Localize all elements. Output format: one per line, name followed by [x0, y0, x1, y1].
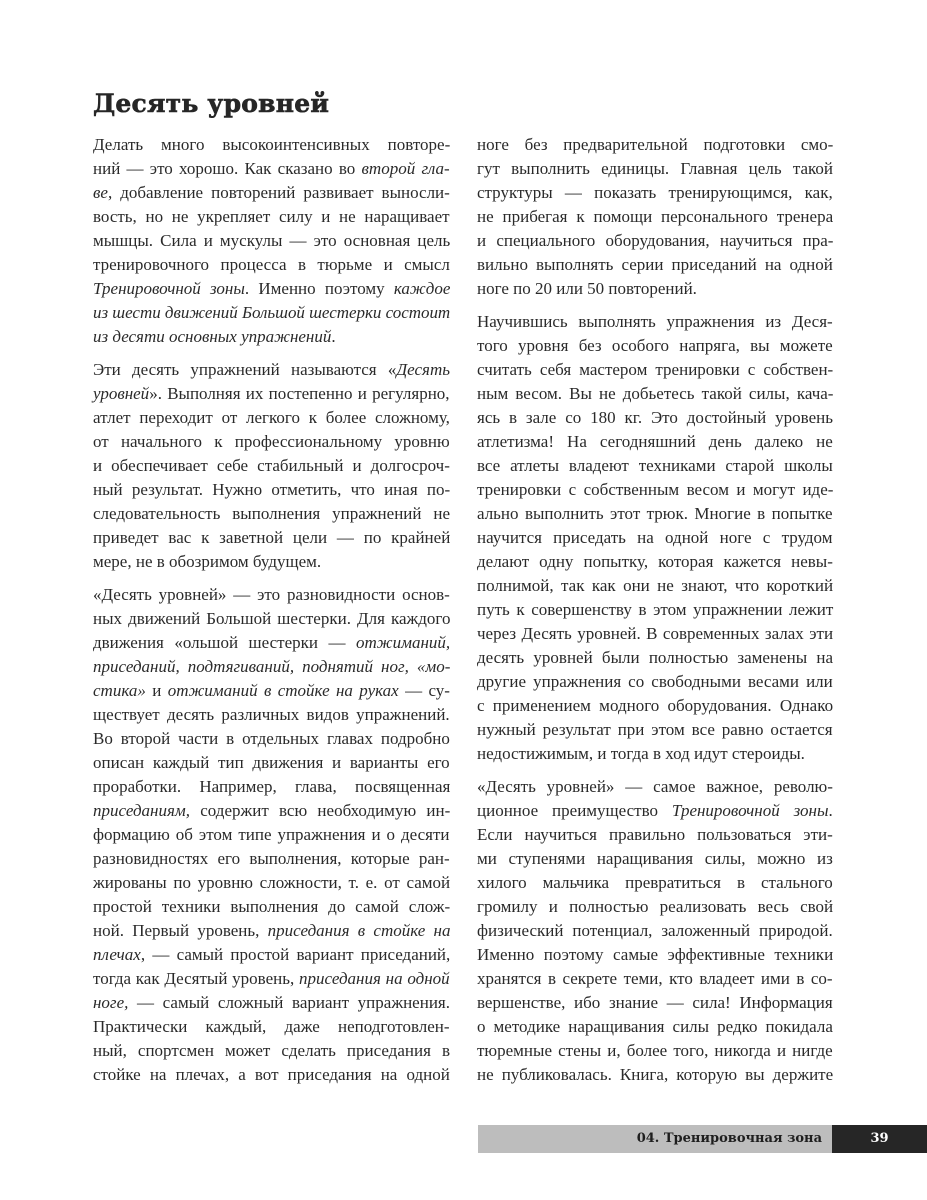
italic-text: второй гла- — [361, 159, 450, 178]
text: «Десять уровней» — это разновидности основ- — [93, 585, 450, 604]
italic-text: Десять — [396, 360, 450, 379]
italic-text: плечах — [93, 945, 141, 964]
text: научится приседать на одной ноге с трудом — [477, 528, 833, 547]
text-line — [477, 205, 833, 229]
text-line — [93, 799, 450, 823]
italic-text: ноге, — [93, 993, 129, 1012]
italic-text: отжиманий в стойке на руках — [167, 681, 399, 700]
text-line — [93, 943, 450, 967]
text: через Десять уровней. В современных залах эти — [477, 624, 834, 643]
text-line — [477, 1015, 833, 1039]
italic-text: отжиманий, — [356, 633, 451, 652]
text: и — [145, 681, 168, 700]
paragraph — [477, 310, 833, 766]
text-line — [93, 751, 450, 775]
text: и специального оборудования, научиться пра- — [477, 231, 834, 250]
text-line — [93, 991, 450, 1015]
text: с применением модного оборудования. Однако — [477, 696, 834, 715]
text-line — [477, 181, 833, 205]
text-line — [93, 1039, 450, 1063]
text: . Именно поэтому — [244, 279, 394, 298]
text: ционное преимущество — [477, 801, 672, 820]
text: ально выполнить этот трюк. Многие в попытке — [477, 504, 833, 523]
text-line — [93, 919, 450, 943]
text-line — [477, 310, 833, 334]
text: не публиковалась. Книга, которую вы держите — [477, 1065, 834, 1084]
text-line — [93, 679, 450, 703]
italic-text: Тренировочной зоны — [671, 801, 829, 820]
text-line — [93, 526, 450, 550]
text: Научившись выполнять упражнения из Деся- — [477, 312, 833, 331]
text-line — [477, 799, 833, 823]
text: Во второй части в отдельных главах подробно — [93, 729, 450, 748]
text-line — [93, 277, 450, 301]
text-line — [477, 775, 833, 799]
text-line — [477, 430, 833, 454]
text: содержит всю необходимую ин- — [189, 801, 451, 820]
right-column — [477, 133, 833, 1096]
text: ний — это хорошо. Как сказано во — [93, 159, 362, 178]
text: , — самый простой вариант приседаний, — [140, 945, 451, 964]
italic-text: каждое — [393, 279, 451, 298]
left-column — [93, 133, 450, 1096]
text: простой техники выполнения до самой слож- — [93, 897, 451, 916]
text-line — [477, 358, 833, 382]
text: . — [828, 801, 833, 820]
text-line — [93, 775, 450, 799]
text-line — [93, 157, 450, 181]
text-line — [93, 727, 450, 751]
text-line — [477, 454, 833, 478]
text: — су- — [398, 681, 450, 700]
page-number: 39 — [832, 1125, 927, 1153]
text-line — [93, 631, 450, 655]
text: физический потенциал, заложенный природой. — [477, 921, 833, 940]
text-line — [477, 334, 833, 358]
text: другие упражнения со свободными весами или — [477, 672, 833, 691]
text: ной. Первый уровень, — [93, 921, 268, 940]
paragraph — [477, 775, 833, 1087]
text: вершенстве, ибо знание — сила! Информация — [477, 993, 833, 1012]
text: описан каждый тип движения и варианты его — [93, 753, 450, 772]
text: следовательность выполнения упражнений не — [93, 504, 451, 523]
paragraph — [93, 583, 450, 1087]
text: структуры — показать тренирующимся, как, — [477, 183, 833, 202]
text: . — [331, 327, 336, 346]
text: жированы по уровню сложности, т. е. от самой — [93, 873, 451, 892]
text-line — [93, 607, 450, 631]
text-line — [477, 502, 833, 526]
text-line — [93, 871, 450, 895]
text: путь к совершенству в этом упражнении лежит — [477, 600, 834, 619]
text-line — [93, 301, 450, 325]
text: тюремные стены и, более того, никогда и нигде — [477, 1041, 833, 1060]
text: хилого мальчика превратиться в стального — [477, 873, 833, 892]
text-line — [477, 871, 833, 895]
text: хранятся в секрете теми, кто владеет ими в со- — [477, 969, 833, 988]
text: атлетизма! На сегодняшний день далеко не — [477, 432, 833, 451]
text-line — [93, 358, 450, 382]
italic-text: из шести движений Большой шестерки состоит — [93, 303, 451, 322]
text: атлет переходит от легкого к более сложному, — [93, 408, 450, 427]
text-line — [93, 655, 450, 679]
text-line — [93, 205, 450, 229]
text-line — [477, 550, 833, 574]
text: ясь в зале со 180 кг. Это достойный уровень — [477, 408, 833, 427]
text: вильно выполнять серии приседаний на одной — [477, 255, 833, 274]
text: — самый сложный вариант упражнения. — [128, 993, 450, 1012]
text: делают одну попытку, которая кажется невы- — [477, 552, 833, 571]
text: вость, но не укрепляет силу и не наращивает — [93, 207, 450, 226]
text-line — [477, 478, 833, 502]
text-line — [477, 157, 833, 181]
text: мышцы. Сила и мускулы — это основная цель — [93, 231, 451, 250]
text-line — [477, 1039, 833, 1063]
text-line — [93, 703, 450, 727]
italic-text: стика» — [93, 681, 146, 700]
text: не прибегая к помощи персонального тренера — [477, 207, 834, 226]
text: десять уровней были полностью заменены на — [477, 648, 834, 667]
text: Эти десять упражнений называются « — [93, 360, 397, 379]
text: Если научиться правильно пользоваться эти- — [477, 825, 833, 844]
text-line — [93, 583, 450, 607]
text-line — [477, 526, 833, 550]
italic-text: из десяти основных упражнений — [93, 327, 332, 346]
text-line — [93, 895, 450, 919]
text-line — [93, 325, 450, 349]
italic-text: уровней — [93, 384, 150, 403]
text: Практически каждый, даже неподготовлен- — [93, 1017, 450, 1036]
running-footer-bar — [478, 1125, 832, 1153]
text-line — [93, 550, 450, 574]
text: ным весом. Вы не добьетесь такой силы, кача- — [477, 384, 834, 403]
text: недостижимым, и тогда в ход идут стероиды. — [477, 744, 805, 763]
text: того уровня без особого напряга, вы можете — [477, 336, 833, 355]
text-line — [477, 1063, 833, 1087]
text-line — [93, 823, 450, 847]
text: тогда как Десятый уровень, — [93, 969, 299, 988]
text-line — [93, 454, 450, 478]
text: тренировки с собственным весом и могут иде- — [477, 480, 834, 499]
text: «Десять уровней» — самое важное, револю- — [477, 777, 833, 796]
text: ноге без предварительной подготовки смо- — [477, 135, 834, 154]
text-line — [93, 253, 450, 277]
text-line — [93, 382, 450, 406]
italic-text: приседаниям, — [93, 801, 190, 820]
text-line — [93, 502, 450, 526]
text-line — [477, 991, 833, 1015]
text-line — [93, 847, 450, 871]
text: Делать много высокоинтенсивных повторе- — [93, 135, 451, 154]
text: громилу и полностью реализовать весь свой — [477, 897, 834, 916]
text-line — [477, 670, 833, 694]
text-line — [93, 229, 450, 253]
text-line — [477, 277, 833, 301]
text-line — [477, 574, 833, 598]
text-line — [477, 253, 833, 277]
italic-text: Тренировочной зоны — [93, 279, 245, 298]
text-line — [477, 133, 833, 157]
italic-text: приседаний, подтягиваний, поднятий ног, «мо- — [93, 657, 451, 676]
text: ный результат. Нужно отметить, что иная по- — [93, 480, 451, 499]
text: стойке на плечах, а вот приседания на одной — [93, 1065, 450, 1084]
text-line — [93, 1063, 450, 1087]
text: мере, не в обозримом будущем. — [93, 552, 322, 571]
text-line — [93, 1015, 450, 1039]
text-line — [477, 847, 833, 871]
text: проработки. Например, глава, посвященная — [93, 777, 451, 796]
text-line — [93, 967, 450, 991]
section-heading: Десять уровней — [93, 89, 330, 118]
paragraph — [93, 358, 450, 574]
text: разновидностях его выполнения, которые ран- — [93, 849, 450, 868]
text: нужный результат при этом все равно остается — [477, 720, 833, 739]
text: ных движений Большой шестерки. Для каждого — [93, 609, 451, 628]
text: приведет вас к заветной цели — по крайней — [93, 528, 451, 547]
text: движения «ольшой шестерки — — [93, 633, 356, 652]
text: ми ступенями наращивания силы, можно из — [477, 849, 833, 868]
text: ществует десять различных видов упражнений. — [93, 705, 450, 724]
text-line — [477, 943, 833, 967]
text-line — [477, 229, 833, 253]
text-line — [477, 742, 833, 766]
text: ». Выполняя их постепенно и регулярно, — [149, 384, 450, 403]
text: считать себя мастером тренировки с собствен- — [477, 360, 834, 379]
text-line — [477, 718, 833, 742]
text-line — [477, 406, 833, 430]
text: все атлеты владеют техниками старой школы — [477, 456, 833, 475]
text: гут выполнить единицы. Главная цель такой — [477, 159, 833, 178]
text-line — [93, 133, 450, 157]
text: ный, спортсмен может сделать приседания в — [93, 1041, 450, 1060]
text-line — [477, 919, 833, 943]
text-line — [93, 478, 450, 502]
paragraph — [93, 133, 450, 349]
text: Именно поэтому самые эффективные техники — [477, 945, 834, 964]
text-line — [477, 646, 833, 670]
text-line — [477, 823, 833, 847]
text: и обеспечивает себе стабильный и долгосроч- — [93, 456, 450, 475]
text: о методике наращивания силы редко покидала — [477, 1017, 833, 1036]
text: , добавление повторений развивает выносли- — [107, 183, 450, 202]
text-line — [93, 430, 450, 454]
chapter-title: 04. Тренировочная зона — [636, 1131, 822, 1146]
text-line — [477, 895, 833, 919]
text-line — [93, 181, 450, 205]
text-line — [477, 622, 833, 646]
text: формацию об этом типе упражнения и о десяти — [93, 825, 450, 844]
text-line — [477, 598, 833, 622]
text-line — [477, 967, 833, 991]
text: полнимой, так как они не знают, что короткий — [477, 576, 834, 595]
text-line — [93, 406, 450, 430]
paragraph — [477, 133, 833, 301]
text: тренировочного процесса в тюрьме и смысл — [93, 255, 450, 274]
text: ноге по 20 или 50 повторений. — [477, 279, 697, 298]
text: от начального к профессиональному уровню — [93, 432, 450, 451]
italic-text: приседания на одной — [299, 969, 450, 988]
italic-text: ве — [93, 183, 108, 202]
text-line — [477, 382, 833, 406]
italic-text: приседания в стойке на — [267, 921, 451, 940]
text-line — [477, 694, 833, 718]
